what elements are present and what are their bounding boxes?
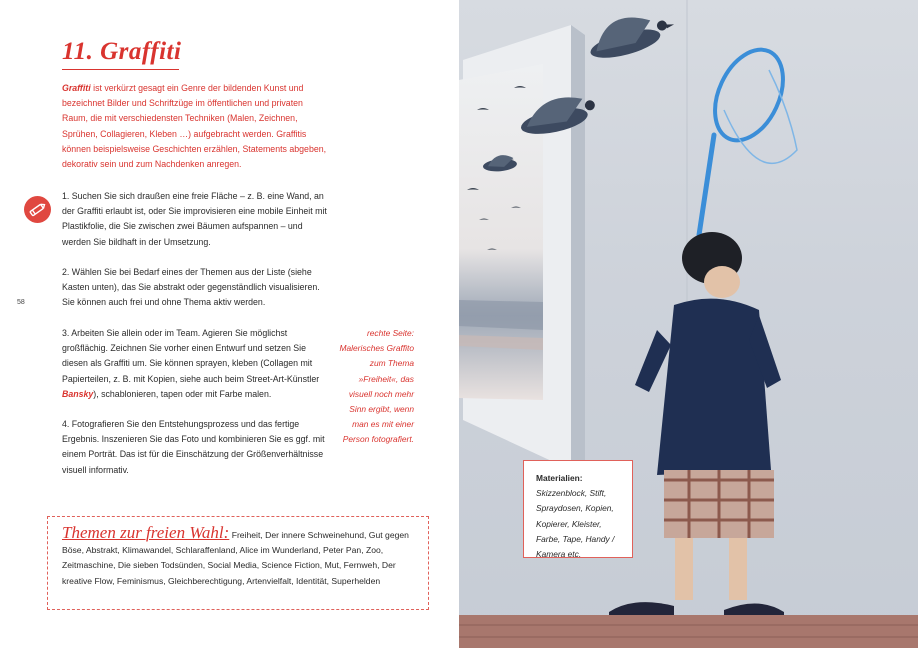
themes-heading: Themen zur freien Wahl: [62,523,230,542]
step-1: 1. Suchen Sie sich draußen eine freie Fläche – z. B. eine Wand, an der Graffiti erlaubt ist, oder Sie improvisieren eine mobile Einheit mit Plastikfolie, die Sie zwischen zwei Bäumen aufspannen – und werden Sie bildhaft in der Umsetzung. [62,191,327,247]
page-number: 58 [17,299,25,306]
intro-lead: Graffiti [62,83,91,93]
brick-pavement [459,615,918,648]
materials-text: Skizzenblock, Stift, Spraydosen, Kopien, Kopierer, Kleister, Farbe, Tape, Handy / Kamera etc. [536,488,615,560]
pencil-badge-icon [24,196,51,223]
page-title: 11. Graffiti [62,38,182,65]
step-4: 4. Fotografieren Sie den Entstehungsprozess und das fertige Ergebnis. Inszenieren Sie das Foto und kombinieren Sie es ggf. mit einem Porträt. Das ist für die Einschätzung der Größenverhältnisse visuell informativ. [62,419,325,475]
themes-text [62,525,414,589]
step-2: 2. Wählen Sie bei Bedarf eines der Themen aus der Liste (siehe Kasten unten), das Sie abstrakt oder gegenständlich visualisieren. Sie können auch frei und ohne Thema aktiv werden. [62,267,320,308]
artist-name: Bansky [62,388,94,399]
title-underline [62,69,179,70]
step-3-text-after: ), schablonieren, tapen oder mit Farbe malen. [93,388,272,399]
intro-rest: ist verkürzt gesagt ein Genre der bildenden Kunst und bezeichnet Bilder und Schriftzüge im öffentlichen und privaten Raum, die mit verschiedensten Techniken (Malen, Zeichnen, Sprühen, Collagieren, Kleben …) aufgebracht werden. Graffitis können beispielsweise Geschichten erzählen, Statements abgeben, dekorativ sein und zum Nachdenken anregen. [62,83,327,170]
photo-caption: rechte Seite: Malerisches Graffito zum Thema »Freiheit«, das visuell noch mehr Sinn ergibt, wenn man es mit einer Person fotografiert. [339,328,414,445]
painted-butterfly-net [699,39,797,235]
intro-paragraph [62,81,330,172]
materials-label: Materialien: [536,473,583,483]
step-3 [62,326,330,402]
painted-window [459,25,585,470]
materials-box [523,460,633,558]
themes-list: Freiheit, Der innere Schweinehund, Gut gegen Böse, Abstrakt, Klimawandel, Schlaraffenland, Alice im Wunderland, Peter Pan, Zoo, Zeitmaschine, Die sieben Todsünden, Social Media, Science Fiction, Mut, Fernweh, Der kreative Flow, Feminismus, Gleichberechtigung, Artenvielfalt, Identität, Superhelden [62,530,409,586]
step-3-text-before: 3. Arbeiten Sie allein oder im Team. Agieren Sie möglichst großflächig. Zeichnen Sie vorher einen Entwurf und setzen Sie diesen als Graffiti um. Sie können sprayen, kleben (Collagen mit Papierteilen, z. B. mit Kopien, siehe auch beim Street-Art-Künstler [62,328,320,384]
boy-figure [609,232,784,634]
